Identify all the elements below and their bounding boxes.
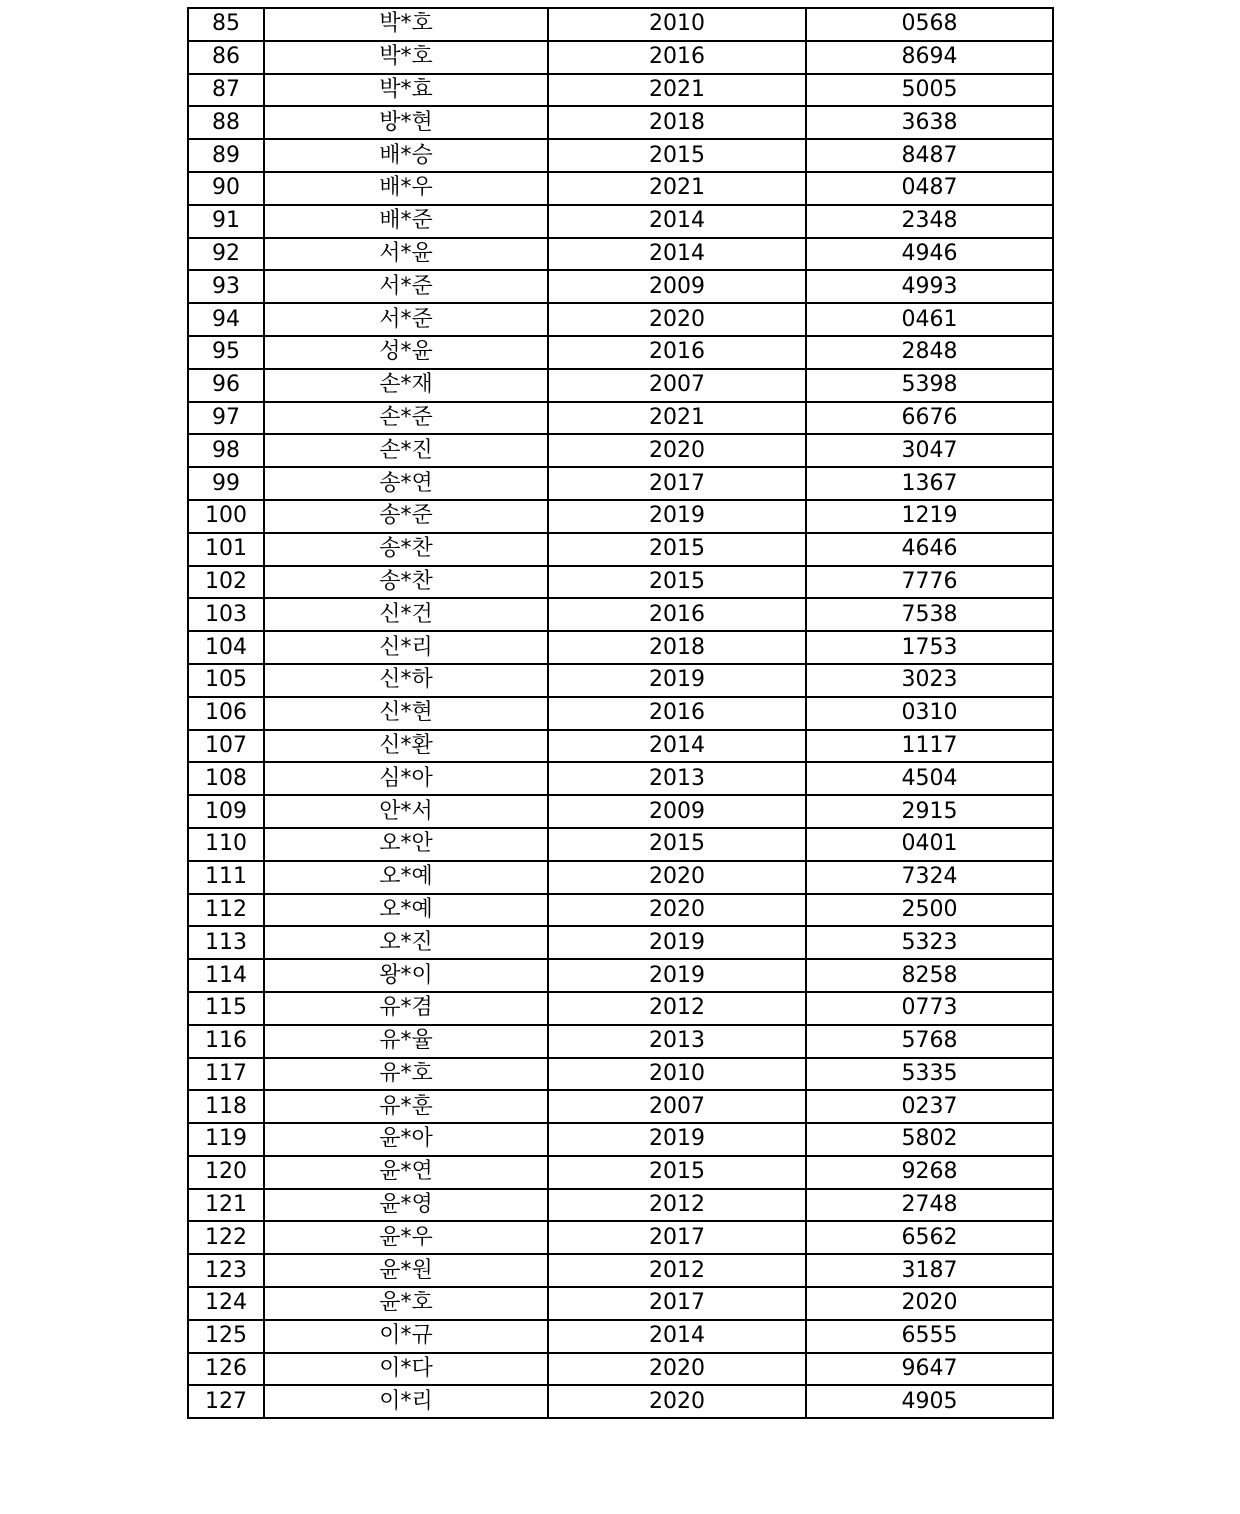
row-number-cell: 87 [188, 74, 264, 107]
code-cell: 5335 [806, 1058, 1053, 1091]
code-cell: 4646 [806, 533, 1053, 566]
year-cell: 2021 [548, 74, 806, 107]
row-number-cell: 89 [188, 139, 264, 172]
row-number-cell: 94 [188, 303, 264, 336]
name-cell: 유*호 [264, 1058, 548, 1091]
year-cell: 2010 [548, 8, 806, 41]
year-cell: 2016 [548, 41, 806, 74]
roster-table-body [188, 8, 1053, 1418]
table-row [188, 205, 1053, 238]
table-row [188, 697, 1053, 730]
code-cell: 0237 [806, 1090, 1053, 1123]
table-row [188, 926, 1053, 959]
table-row [188, 1156, 1053, 1189]
code-cell: 7538 [806, 598, 1053, 631]
table-row [188, 500, 1053, 533]
row-number-cell: 121 [188, 1189, 264, 1222]
table-row [188, 959, 1053, 992]
table-row [188, 402, 1053, 435]
year-cell: 2015 [548, 139, 806, 172]
row-number-cell: 111 [188, 861, 264, 894]
name-cell: 송*준 [264, 500, 548, 533]
row-number-cell: 105 [188, 664, 264, 697]
code-cell: 4504 [806, 762, 1053, 795]
name-cell: 박*호 [264, 41, 548, 74]
roster-table [187, 7, 1054, 1419]
name-cell: 박*호 [264, 8, 548, 41]
name-cell: 윤*원 [264, 1254, 548, 1287]
code-cell: 5398 [806, 369, 1053, 402]
code-cell: 0401 [806, 828, 1053, 861]
table-row [188, 1254, 1053, 1287]
name-cell: 윤*우 [264, 1221, 548, 1254]
table-row [188, 74, 1053, 107]
table-row [188, 303, 1053, 336]
year-cell: 2019 [548, 500, 806, 533]
year-cell: 2014 [548, 730, 806, 763]
year-cell: 2014 [548, 1320, 806, 1353]
code-cell: 0461 [806, 303, 1053, 336]
row-number-cell: 108 [188, 762, 264, 795]
name-cell: 윤*아 [264, 1123, 548, 1156]
code-cell: 0773 [806, 992, 1053, 1025]
name-cell: 송*연 [264, 467, 548, 500]
code-cell: 0487 [806, 172, 1053, 205]
row-number-cell: 124 [188, 1287, 264, 1320]
name-cell: 배*우 [264, 172, 548, 205]
table-row [188, 1189, 1053, 1222]
code-cell: 0310 [806, 697, 1053, 730]
year-cell: 2021 [548, 172, 806, 205]
name-cell: 배*준 [264, 205, 548, 238]
row-number-cell: 98 [188, 434, 264, 467]
name-cell: 오*예 [264, 894, 548, 927]
name-cell: 왕*이 [264, 959, 548, 992]
name-cell: 이*리 [264, 1385, 548, 1418]
code-cell: 1117 [806, 730, 1053, 763]
code-cell: 2500 [806, 894, 1053, 927]
year-cell: 2015 [548, 566, 806, 599]
year-cell: 2014 [548, 238, 806, 271]
table-row [188, 139, 1053, 172]
name-cell: 유*율 [264, 1025, 548, 1058]
code-cell: 3023 [806, 664, 1053, 697]
name-cell: 신*현 [264, 697, 548, 730]
table-row [188, 1287, 1053, 1320]
row-number-cell: 119 [188, 1123, 264, 1156]
name-cell: 오*안 [264, 828, 548, 861]
code-cell: 6555 [806, 1320, 1053, 1353]
row-number-cell: 123 [188, 1254, 264, 1287]
code-cell: 1219 [806, 500, 1053, 533]
code-cell: 2748 [806, 1189, 1053, 1222]
table-row [188, 369, 1053, 402]
name-cell: 손*준 [264, 402, 548, 435]
code-cell: 9647 [806, 1353, 1053, 1386]
row-number-cell: 90 [188, 172, 264, 205]
name-cell: 서*준 [264, 270, 548, 303]
row-number-cell: 122 [188, 1221, 264, 1254]
name-cell: 손*재 [264, 369, 548, 402]
table-row [188, 861, 1053, 894]
row-number-cell: 100 [188, 500, 264, 533]
year-cell: 2012 [548, 1189, 806, 1222]
row-number-cell: 112 [188, 894, 264, 927]
code-cell: 5005 [806, 74, 1053, 107]
code-cell: 3047 [806, 434, 1053, 467]
year-cell: 2018 [548, 106, 806, 139]
code-cell: 2848 [806, 336, 1053, 369]
year-cell: 2013 [548, 762, 806, 795]
year-cell: 2016 [548, 598, 806, 631]
name-cell: 서*준 [264, 303, 548, 336]
table-row [188, 828, 1053, 861]
row-number-cell: 109 [188, 795, 264, 828]
name-cell: 송*찬 [264, 566, 548, 599]
code-cell: 4905 [806, 1385, 1053, 1418]
name-cell: 유*겸 [264, 992, 548, 1025]
row-number-cell: 102 [188, 566, 264, 599]
name-cell: 심*아 [264, 762, 548, 795]
table-row [188, 8, 1053, 41]
code-cell: 7324 [806, 861, 1053, 894]
year-cell: 2021 [548, 402, 806, 435]
year-cell: 2007 [548, 1090, 806, 1123]
table-row [188, 1090, 1053, 1123]
row-number-cell: 125 [188, 1320, 264, 1353]
year-cell: 2016 [548, 336, 806, 369]
table-row [188, 795, 1053, 828]
table-row [188, 992, 1053, 1025]
row-number-cell: 107 [188, 730, 264, 763]
year-cell: 2020 [548, 1385, 806, 1418]
table-row [188, 631, 1053, 664]
row-number-cell: 99 [188, 467, 264, 500]
name-cell: 박*효 [264, 74, 548, 107]
year-cell: 2019 [548, 1123, 806, 1156]
row-number-cell: 96 [188, 369, 264, 402]
name-cell: 송*찬 [264, 533, 548, 566]
code-cell: 8694 [806, 41, 1053, 74]
table-row [188, 664, 1053, 697]
code-cell: 5768 [806, 1025, 1053, 1058]
table-row [188, 1320, 1053, 1353]
row-number-cell: 126 [188, 1353, 264, 1386]
row-number-cell: 104 [188, 631, 264, 664]
year-cell: 2020 [548, 861, 806, 894]
name-cell: 윤*영 [264, 1189, 548, 1222]
code-cell: 2348 [806, 205, 1053, 238]
year-cell: 2019 [548, 959, 806, 992]
year-cell: 2016 [548, 697, 806, 730]
table-row [188, 1123, 1053, 1156]
row-number-cell: 85 [188, 8, 264, 41]
code-cell: 1367 [806, 467, 1053, 500]
year-cell: 2020 [548, 1353, 806, 1386]
year-cell: 2020 [548, 303, 806, 336]
name-cell: 성*윤 [264, 336, 548, 369]
year-cell: 2018 [548, 631, 806, 664]
year-cell: 2010 [548, 1058, 806, 1091]
row-number-cell: 115 [188, 992, 264, 1025]
code-cell: 5323 [806, 926, 1053, 959]
row-number-cell: 101 [188, 533, 264, 566]
code-cell: 2020 [806, 1287, 1053, 1320]
row-number-cell: 114 [188, 959, 264, 992]
row-number-cell: 116 [188, 1025, 264, 1058]
name-cell: 안*서 [264, 795, 548, 828]
year-cell: 2007 [548, 369, 806, 402]
year-cell: 2015 [548, 1156, 806, 1189]
row-number-cell: 103 [188, 598, 264, 631]
table-row [188, 41, 1053, 74]
year-cell: 2013 [548, 1025, 806, 1058]
name-cell: 신*리 [264, 631, 548, 664]
table-row [188, 172, 1053, 205]
year-cell: 2012 [548, 1254, 806, 1287]
table-row [188, 1385, 1053, 1418]
table-row [188, 238, 1053, 271]
name-cell: 배*승 [264, 139, 548, 172]
code-cell: 8487 [806, 139, 1053, 172]
name-cell: 손*진 [264, 434, 548, 467]
name-cell: 이*규 [264, 1320, 548, 1353]
row-number-cell: 97 [188, 402, 264, 435]
name-cell: 오*진 [264, 926, 548, 959]
year-cell: 2009 [548, 270, 806, 303]
name-cell: 신*건 [264, 598, 548, 631]
year-cell: 2020 [548, 434, 806, 467]
table-row [188, 270, 1053, 303]
table-row [188, 598, 1053, 631]
code-cell: 2915 [806, 795, 1053, 828]
year-cell: 2017 [548, 1221, 806, 1254]
row-number-cell: 93 [188, 270, 264, 303]
table-row [188, 533, 1053, 566]
name-cell: 신*하 [264, 664, 548, 697]
year-cell: 2019 [548, 664, 806, 697]
name-cell: 윤*호 [264, 1287, 548, 1320]
table-row [188, 730, 1053, 763]
code-cell: 5802 [806, 1123, 1053, 1156]
year-cell: 2014 [548, 205, 806, 238]
code-cell: 8258 [806, 959, 1053, 992]
year-cell: 2017 [548, 467, 806, 500]
table-row [188, 1058, 1053, 1091]
year-cell: 2020 [548, 894, 806, 927]
table-row [188, 467, 1053, 500]
row-number-cell: 127 [188, 1385, 264, 1418]
name-cell: 유*훈 [264, 1090, 548, 1123]
year-cell: 2015 [548, 828, 806, 861]
row-number-cell: 117 [188, 1058, 264, 1091]
table-row [188, 434, 1053, 467]
table-row [188, 336, 1053, 369]
row-number-cell: 120 [188, 1156, 264, 1189]
code-cell: 9268 [806, 1156, 1053, 1189]
name-cell: 이*다 [264, 1353, 548, 1386]
table-row [188, 1221, 1053, 1254]
row-number-cell: 118 [188, 1090, 264, 1123]
name-cell: 서*윤 [264, 238, 548, 271]
year-cell: 2015 [548, 533, 806, 566]
year-cell: 2019 [548, 926, 806, 959]
row-number-cell: 113 [188, 926, 264, 959]
row-number-cell: 91 [188, 205, 264, 238]
name-cell: 오*예 [264, 861, 548, 894]
code-cell: 3187 [806, 1254, 1053, 1287]
table-row [188, 106, 1053, 139]
name-cell: 신*환 [264, 730, 548, 763]
year-cell: 2012 [548, 992, 806, 1025]
table-row [188, 894, 1053, 927]
row-number-cell: 86 [188, 41, 264, 74]
table-row [188, 1353, 1053, 1386]
code-cell: 1753 [806, 631, 1053, 664]
row-number-cell: 92 [188, 238, 264, 271]
code-cell: 0568 [806, 8, 1053, 41]
year-cell: 2017 [548, 1287, 806, 1320]
code-cell: 6676 [806, 402, 1053, 435]
code-cell: 6562 [806, 1221, 1053, 1254]
roster-table-container [187, 7, 1052, 1419]
table-row [188, 1025, 1053, 1058]
code-cell: 4993 [806, 270, 1053, 303]
code-cell: 7776 [806, 566, 1053, 599]
row-number-cell: 110 [188, 828, 264, 861]
row-number-cell: 106 [188, 697, 264, 730]
code-cell: 3638 [806, 106, 1053, 139]
table-row [188, 566, 1053, 599]
code-cell: 4946 [806, 238, 1053, 271]
name-cell: 윤*연 [264, 1156, 548, 1189]
row-number-cell: 95 [188, 336, 264, 369]
year-cell: 2009 [548, 795, 806, 828]
row-number-cell: 88 [188, 106, 264, 139]
name-cell: 방*현 [264, 106, 548, 139]
table-row [188, 762, 1053, 795]
